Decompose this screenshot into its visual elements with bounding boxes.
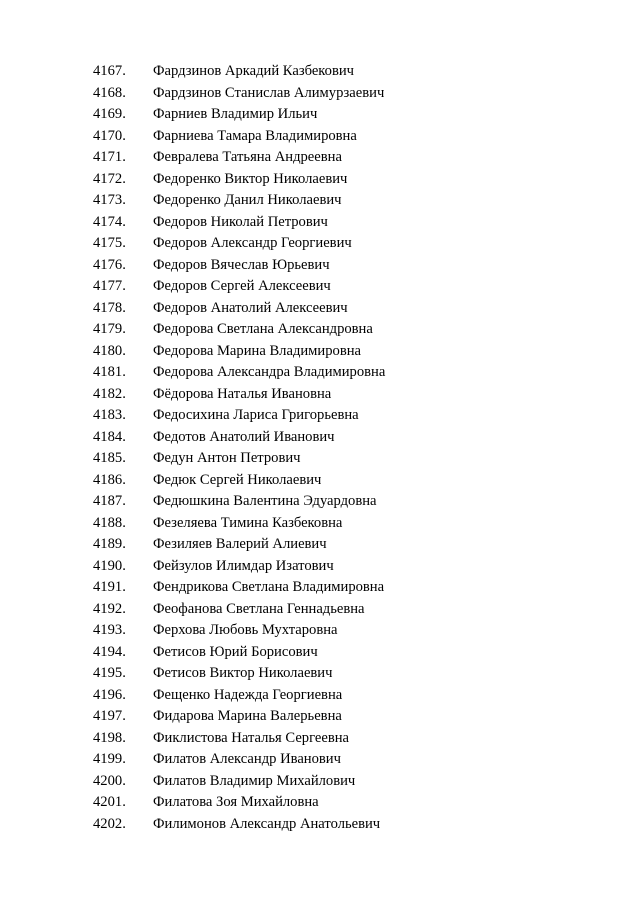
entry-number: 4193. (93, 622, 126, 638)
entry-name: Фидарова Марина Валерьевна (153, 708, 342, 724)
entry-number: 4192. (93, 600, 126, 617)
entry-name: Филимонов Александр Анатольевич (153, 815, 381, 832)
entry-number: 4171. (93, 149, 126, 165)
entry-name: Федоренко Данил Николаевич (153, 192, 342, 208)
entry-name: Фейзулов Илимдар Изатович (153, 557, 334, 574)
entry-name: Федоров Николай Петрович (153, 213, 328, 230)
list-item (93, 620, 385, 642)
entry-name: Фезиляев Валерий Алиевич (153, 536, 327, 552)
list-item (93, 83, 385, 105)
entry-name: Федоров Александр Георгиевич (153, 235, 352, 251)
entry-number: 4194. (93, 643, 126, 660)
list-item (93, 61, 385, 83)
list-item (93, 577, 385, 599)
entry-number: 4191. (93, 579, 126, 595)
entry-number: 4174. (93, 213, 126, 230)
entry-name: Фетисов Виктор Николаевич (153, 665, 333, 681)
list-item (93, 771, 385, 793)
list-item (93, 470, 385, 492)
entry-number: 4173. (93, 192, 126, 208)
list-item (93, 126, 385, 148)
name-list (93, 61, 385, 835)
entry-number: 4172. (93, 170, 126, 187)
list-item (93, 663, 385, 685)
entry-name: Федосихина Лариса Григорьевна (153, 407, 359, 423)
entry-name: Фендрикова Светлана Владимировна (153, 579, 385, 595)
entry-name: Фарниев Владимир Ильич (153, 106, 318, 122)
entry-number: 4178. (93, 299, 126, 316)
entry-name: Федоренко Виктор Николаевич (153, 170, 348, 187)
entry-number: 4181. (93, 364, 126, 380)
entry-name: Федюк Сергей Николаевич (153, 471, 322, 488)
entry-number: 4168. (93, 84, 126, 101)
entry-number: 4175. (93, 235, 126, 251)
entry-number: 4188. (93, 514, 126, 531)
list-item (93, 599, 385, 621)
list-item (93, 147, 385, 169)
list-item (93, 749, 385, 771)
entry-name: Филатов Владимир Михайлович (153, 772, 356, 789)
entry-name: Фарниева Тамара Владимировна (153, 127, 357, 144)
entry-name: Федоров Вячеслав Юрьевич (153, 256, 330, 273)
list-item (93, 255, 385, 277)
entry-number: 4198. (93, 729, 126, 746)
list-item (93, 427, 385, 449)
entry-number: 4190. (93, 557, 126, 574)
entry-name: Федун Антон Петрович (153, 450, 301, 466)
entry-name: Феофанова Светлана Геннадьевна (153, 600, 365, 617)
entry-name: Фардзинов Аркадий Казбекович (153, 63, 354, 79)
entry-name: Федорова Александра Владимировна (153, 364, 386, 380)
entry-number: 4186. (93, 471, 126, 488)
entry-name: Фещенко Надежда Георгиевна (153, 686, 343, 703)
list-item (93, 685, 385, 707)
list-item (93, 190, 385, 212)
entry-number: 4201. (93, 794, 126, 810)
entry-number: 4177. (93, 278, 126, 294)
entry-name: Филатов Александр Иванович (153, 751, 341, 767)
entry-number: 4169. (93, 106, 126, 122)
entry-name: Фиклистова Наталья Сергеевна (153, 729, 350, 746)
list-item (93, 706, 385, 728)
entry-number: 4176. (93, 256, 126, 273)
list-item (93, 298, 385, 320)
entry-name: Ферхова Любовь Мухтаровна (153, 622, 338, 638)
list-item (93, 556, 385, 578)
entry-number: 4195. (93, 665, 126, 681)
entry-name: Февралева Татьяна Андреевна (153, 149, 342, 165)
list-item (93, 814, 385, 836)
entry-number: 4180. (93, 342, 126, 359)
entry-name: Федотов Анатолий Иванович (153, 428, 335, 445)
entry-number: 4182. (93, 385, 126, 402)
entry-name: Федоров Сергей Алексеевич (153, 278, 331, 294)
list-item (93, 362, 385, 384)
entry-number: 4170. (93, 127, 126, 144)
entry-name: Федорова Светлана Александровна (153, 321, 373, 337)
entry-number: 4197. (93, 708, 126, 724)
entry-number: 4184. (93, 428, 126, 445)
entry-name: Фетисов Юрий Борисович (153, 643, 318, 660)
entry-name: Филатова Зоя Михайловна (153, 794, 319, 810)
list-item (93, 792, 385, 814)
entry-number: 4167. (93, 63, 126, 79)
list-item (93, 212, 385, 234)
entry-name: Федюшкина Валентина Эдуардовна (153, 493, 377, 509)
entry-number: 4179. (93, 321, 126, 337)
list-item (93, 405, 385, 427)
entry-name: Фёдорова Наталья Ивановна (153, 385, 332, 402)
entry-number: 4183. (93, 407, 126, 423)
list-item (93, 276, 385, 298)
entry-number: 4196. (93, 686, 126, 703)
entry-number: 4200. (93, 772, 126, 789)
list-item (93, 384, 385, 406)
list-item (93, 319, 385, 341)
entry-name: Федорова Марина Владимировна (153, 342, 361, 359)
list-item (93, 491, 385, 513)
list-item (93, 728, 385, 750)
list-item (93, 233, 385, 255)
list-item (93, 513, 385, 535)
list-item (93, 448, 385, 470)
list-item (93, 104, 385, 126)
entry-number: 4199. (93, 751, 126, 767)
list-item (93, 341, 385, 363)
entry-number: 4185. (93, 450, 126, 466)
list-item (93, 534, 385, 556)
list-item (93, 642, 385, 664)
entry-name: Фардзинов Станислав Алимурзаевич (153, 84, 385, 101)
entry-number: 4189. (93, 536, 126, 552)
entry-name: Федоров Анатолий Алексеевич (153, 299, 348, 316)
entry-name: Фезеляева Тимина Казбековна (153, 514, 343, 531)
entry-number: 4187. (93, 493, 126, 509)
entry-number: 4202. (93, 815, 126, 832)
list-item (93, 169, 385, 191)
